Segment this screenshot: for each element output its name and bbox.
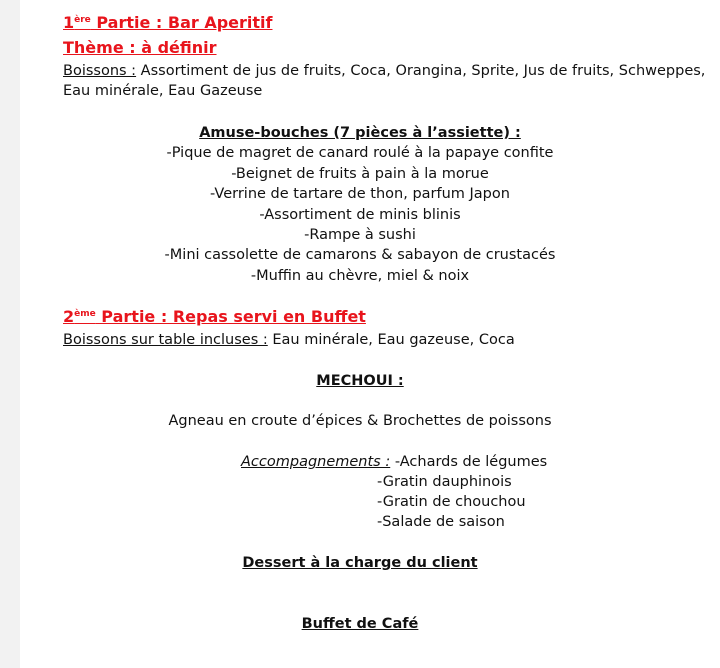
part1-title: Partie : Bar Aperitif <box>90 13 273 32</box>
part2-number: 2 <box>63 307 75 326</box>
sides-label: Accompagnements : <box>241 454 391 470</box>
side-item: -Achards de légumes <box>390 454 548 470</box>
part1-heading <box>63 13 272 33</box>
part1-drinks-label: Boissons : <box>63 63 137 79</box>
side-item: -Gratin de chouchou <box>377 494 526 510</box>
part2-heading <box>63 307 366 327</box>
part1-theme: Thème : à définir <box>63 38 217 57</box>
part1-drinks <box>63 61 705 81</box>
side-item: -Salade de saison <box>377 514 505 530</box>
amuse-item: -Assortiment de minis blinis <box>259 207 461 223</box>
part2-drinks-label: Boissons sur table incluses : <box>63 332 268 348</box>
amuse-item: -Mini cassolette de camarons & sabayon de crustacés <box>164 247 556 263</box>
part1-drinks-continued: Eau minérale, Eau Gazeuse <box>63 83 263 99</box>
sides-first-line <box>241 452 547 472</box>
part1-drinks-text: Assortiment de jus de fruits, Coca, Orangina, Sprite, Jus de fruits, Schweppes, <box>136 63 706 79</box>
side-item: -Gratin dauphinois <box>377 474 512 490</box>
part1-superscript: ère <box>74 15 91 25</box>
part2-drinks <box>63 330 515 350</box>
amuse-item: -Beignet de fruits à pain à la morue <box>231 166 489 182</box>
amuse-item: -Rampe à sushi <box>304 227 416 243</box>
part2-superscript: ème <box>74 309 96 319</box>
part2-drinks-text: Eau minérale, Eau gazeuse, Coca <box>267 332 515 348</box>
amuse-item: -Muffin au chèvre, miel & noix <box>250 268 470 284</box>
amuse-item: -Verrine de tartare de thon, parfum Japon <box>210 186 510 202</box>
amuse-item: -Pique de magret de canard roulé à la papaye confite <box>166 145 554 161</box>
coffee-buffet: Buffet de Café <box>301 616 419 632</box>
amuse-bouches-title: Amuse-bouches (7 pièces à l’assiette) : <box>199 125 521 141</box>
part1-number: 1 <box>63 13 75 32</box>
dessert-note: Dessert à la charge du client <box>242 555 478 571</box>
main-dish: Agneau en croute d’épices & Brochettes de poissons <box>168 413 552 429</box>
mechoui-title: MECHOUI : <box>316 373 404 389</box>
part2-title: Partie : Repas servi en Buffet <box>95 307 366 326</box>
